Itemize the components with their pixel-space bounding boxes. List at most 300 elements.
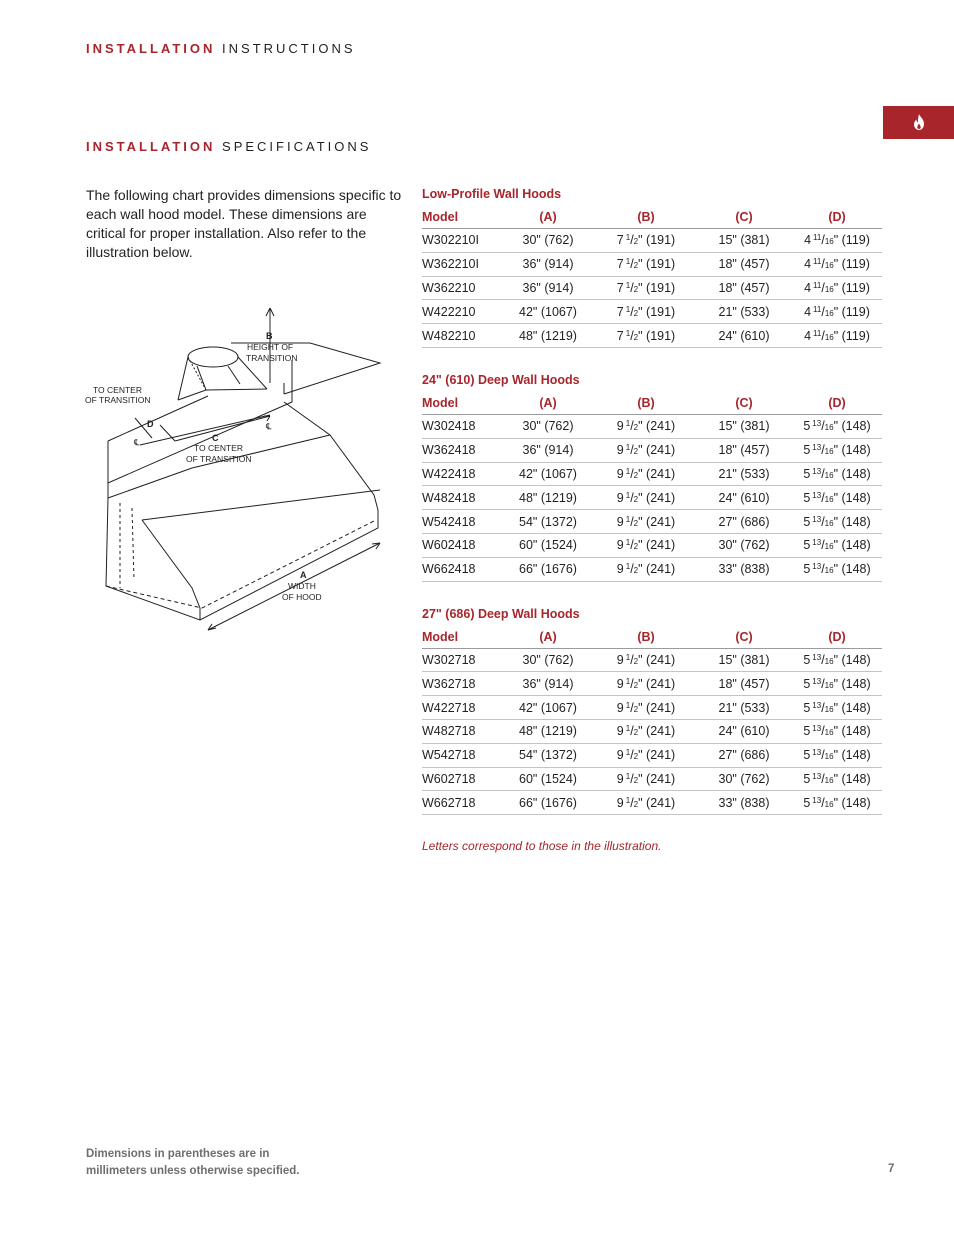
fraction-slash: /	[821, 562, 825, 577]
fraction-denominator: 16	[824, 332, 834, 342]
model-cell: W362418	[422, 438, 500, 462]
dim-c-cell: 15" (381)	[696, 648, 792, 672]
fraction-remainder: " (241)	[638, 700, 676, 715]
fraction-slash: /	[630, 538, 634, 553]
fraction-numerator: 13	[812, 748, 822, 758]
fraction-remainder: " (119)	[833, 257, 870, 272]
fraction-denominator: 16	[824, 752, 834, 762]
fraction-numerator: 13	[812, 514, 822, 524]
dim-a-cell: 42" (1067)	[500, 300, 596, 324]
table-row	[422, 557, 882, 581]
flame-icon	[913, 114, 925, 130]
fraction-numerator: 11	[813, 280, 822, 290]
footer-note	[86, 1146, 299, 1180]
fraction-slash: /	[821, 443, 825, 458]
dim-b-cell	[596, 462, 696, 486]
fraction-whole: 9	[616, 652, 624, 667]
fraction-remainder: " (148)	[833, 795, 871, 810]
fraction-numerator: 13	[812, 652, 822, 662]
fraction-whole: 5	[803, 795, 811, 810]
model-cell: W362210I	[422, 252, 500, 276]
fraction-denominator: 16	[824, 680, 834, 690]
dim-a-cell: 36" (914)	[500, 276, 596, 300]
column-header: (C)	[696, 392, 792, 415]
fraction-numerator: 1	[625, 443, 631, 453]
fraction-numerator: 13	[812, 466, 822, 476]
dim-d-cell	[792, 486, 882, 510]
model-cell: W602418	[422, 533, 500, 557]
dim-a-cell: 54" (1372)	[500, 510, 596, 534]
dim-c-cell: 27" (686)	[696, 743, 792, 767]
label-a-line1: WIDTH	[288, 581, 316, 591]
fraction-whole: 5	[803, 419, 811, 434]
dim-d-cell	[792, 719, 882, 743]
dim-d-cell	[792, 462, 882, 486]
table-row	[422, 510, 882, 534]
table-header-row	[422, 626, 882, 649]
dim-c-cell: 30" (762)	[696, 767, 792, 791]
dim-c-cell: 18" (457)	[696, 672, 792, 696]
page-number: 7	[888, 1163, 895, 1175]
fraction-remainder: " (241)	[638, 748, 676, 763]
fraction-denominator: 2	[633, 566, 639, 576]
fraction-denominator: 16	[824, 728, 834, 738]
dim-c-cell: 21" (533)	[696, 300, 792, 324]
fraction-numerator: 1	[625, 676, 631, 686]
dim-d-cell	[792, 767, 882, 791]
fraction-whole: 5	[803, 771, 811, 786]
label-d-letter: D	[147, 419, 154, 429]
model-cell: W482418	[422, 486, 500, 510]
fraction-denominator: 2	[633, 237, 639, 247]
dim-a-cell: 30" (762)	[500, 229, 596, 253]
fraction-denominator: 2	[633, 680, 639, 690]
fraction-denominator: 2	[633, 470, 639, 480]
fraction-denominator: 16	[824, 542, 834, 552]
dim-b-cell	[596, 300, 696, 324]
table-row	[422, 462, 882, 486]
fraction-slash: /	[821, 233, 825, 248]
spec-table	[422, 626, 882, 816]
fraction-numerator: 13	[812, 795, 822, 805]
fraction-numerator: 13	[812, 676, 822, 686]
fraction-remainder: " (119)	[833, 328, 870, 343]
label-b-letter: B	[266, 331, 273, 341]
fraction-denominator: 2	[633, 261, 639, 271]
fraction-whole: 5	[803, 466, 811, 481]
dim-d-cell	[792, 438, 882, 462]
table-row	[422, 276, 882, 300]
fraction-slash: /	[630, 466, 634, 481]
column-header: (A)	[500, 206, 596, 229]
fraction-whole: 9	[616, 795, 624, 810]
dim-d-cell	[792, 743, 882, 767]
fraction-whole: 9	[616, 562, 624, 577]
fraction-numerator: 1	[625, 724, 631, 734]
model-cell: W362210	[422, 276, 500, 300]
model-cell: W542718	[422, 743, 500, 767]
footer-line-1: Dimensions in parentheses are in	[86, 1148, 270, 1160]
fraction-remainder: " (119)	[833, 233, 870, 248]
fraction-numerator: 13	[812, 771, 822, 781]
model-cell: W482210	[422, 324, 500, 348]
fraction-whole: 7	[616, 233, 624, 248]
dim-b-cell	[596, 252, 696, 276]
fraction-denominator: 16	[824, 284, 834, 294]
dim-b-cell	[596, 767, 696, 791]
dim-a-cell: 36" (914)	[500, 438, 596, 462]
fraction-whole: 7	[616, 328, 624, 343]
fraction-slash: /	[821, 466, 825, 481]
fraction-denominator: 16	[824, 494, 834, 504]
model-cell: W482718	[422, 719, 500, 743]
fraction-denominator: 2	[633, 728, 639, 738]
fraction-remainder: " (241)	[638, 419, 676, 434]
model-cell: W422210	[422, 300, 500, 324]
fraction-numerator: 1	[625, 538, 631, 548]
table-row	[422, 438, 882, 462]
dim-c-cell: 27" (686)	[696, 510, 792, 534]
dim-b-cell	[596, 324, 696, 348]
fraction-slash: /	[630, 304, 634, 319]
fraction-numerator: 1	[625, 233, 631, 243]
fraction-denominator: 2	[633, 656, 639, 666]
fraction-denominator: 16	[824, 308, 834, 318]
spec-section	[422, 372, 882, 582]
column-header: (B)	[596, 206, 696, 229]
fraction-denominator: 16	[824, 237, 834, 247]
label-a-line2: OF HOOD	[282, 592, 322, 602]
table-row	[422, 252, 882, 276]
fraction-slash: /	[821, 724, 825, 739]
hood-illustration	[80, 298, 400, 638]
dim-d-cell	[792, 276, 882, 300]
fraction-whole: 4	[804, 280, 812, 295]
dim-a-cell: 48" (1219)	[500, 324, 596, 348]
fraction-remainder: " (148)	[833, 490, 871, 505]
fraction-remainder: " (191)	[638, 280, 676, 295]
table-row	[422, 672, 882, 696]
fraction-slash: /	[821, 280, 825, 295]
fraction-numerator: 13	[812, 490, 822, 500]
fraction-remainder: " (191)	[638, 233, 676, 248]
table-row	[422, 719, 882, 743]
fraction-slash: /	[630, 700, 634, 715]
section-gap	[422, 582, 882, 606]
dim-a-cell: 66" (1676)	[500, 557, 596, 581]
fraction-slash: /	[630, 562, 634, 577]
dim-b-cell	[596, 486, 696, 510]
fraction-denominator: 16	[824, 656, 834, 666]
fraction-denominator: 2	[633, 775, 639, 785]
model-cell: W602718	[422, 767, 500, 791]
column-header: (D)	[792, 626, 882, 649]
fraction-slash: /	[630, 490, 634, 505]
fraction-whole: 9	[616, 514, 624, 529]
fraction-denominator: 2	[633, 752, 639, 762]
dim-d-cell	[792, 510, 882, 534]
fraction-slash: /	[821, 795, 825, 810]
fraction-denominator: 16	[824, 799, 834, 809]
table-header-row	[422, 392, 882, 415]
fraction-slash: /	[821, 748, 825, 763]
dim-a-cell: 42" (1067)	[500, 462, 596, 486]
fraction-whole: 9	[616, 538, 624, 553]
fraction-denominator: 16	[824, 423, 834, 433]
dim-a-cell: 42" (1067)	[500, 696, 596, 720]
dim-d-cell	[792, 533, 882, 557]
dim-a-cell: 30" (762)	[500, 648, 596, 672]
dim-b-cell	[596, 510, 696, 534]
dim-a-cell: 36" (914)	[500, 252, 596, 276]
fraction-remainder: " (148)	[833, 700, 871, 715]
table-row	[422, 743, 882, 767]
fraction-slash: /	[821, 514, 825, 529]
spec-tables	[422, 186, 882, 815]
fraction-slash: /	[630, 724, 634, 739]
fraction-whole: 9	[616, 443, 624, 458]
fraction-denominator: 2	[633, 799, 639, 809]
fraction-denominator: 2	[633, 704, 639, 714]
fraction-remainder: " (241)	[638, 652, 676, 667]
fraction-denominator: 2	[633, 284, 639, 294]
fraction-remainder: " (148)	[833, 771, 871, 786]
table-header-row	[422, 206, 882, 229]
spec-table	[422, 392, 882, 582]
model-cell: W422718	[422, 696, 500, 720]
dim-a-cell: 36" (914)	[500, 672, 596, 696]
model-cell: W302210I	[422, 229, 500, 253]
running-header	[86, 41, 356, 56]
dim-d-cell	[792, 672, 882, 696]
fraction-remainder: " (148)	[833, 538, 871, 553]
table-row	[422, 229, 882, 253]
dim-b-cell	[596, 438, 696, 462]
fraction-whole: 9	[616, 419, 624, 434]
label-d-line2: OF TRANSITION	[85, 395, 151, 405]
dim-d-cell	[792, 300, 882, 324]
label-b-line2: TRANSITION	[246, 353, 298, 363]
fraction-whole: 4	[804, 257, 812, 272]
fraction-numerator: 13	[812, 700, 822, 710]
model-cell: W302718	[422, 648, 500, 672]
model-cell: W302418	[422, 414, 500, 438]
fraction-slash: /	[630, 514, 634, 529]
fraction-whole: 9	[616, 771, 624, 786]
dim-a-cell: 60" (1524)	[500, 533, 596, 557]
fraction-denominator: 2	[633, 447, 639, 457]
fraction-whole: 4	[804, 304, 812, 319]
fraction-remainder: " (241)	[638, 466, 676, 481]
dim-b-cell	[596, 557, 696, 581]
table-row	[422, 324, 882, 348]
column-header: (A)	[500, 626, 596, 649]
section-title-rest: SPECIFICATIONS	[222, 139, 372, 154]
fraction-whole: 9	[616, 676, 624, 691]
dim-c-cell: 24" (610)	[696, 486, 792, 510]
fraction-remainder: " (241)	[638, 771, 676, 786]
dim-b-cell	[596, 414, 696, 438]
dim-c-cell: 24" (610)	[696, 719, 792, 743]
column-header: (C)	[696, 206, 792, 229]
label-c-line1: TO CENTER	[194, 443, 243, 453]
fraction-remainder: " (241)	[638, 795, 676, 810]
fraction-remainder: " (191)	[638, 328, 676, 343]
dim-c-cell: 18" (457)	[696, 438, 792, 462]
fraction-denominator: 16	[824, 470, 834, 480]
dim-c-cell: 21" (533)	[696, 696, 792, 720]
fraction-remainder: " (119)	[833, 304, 870, 319]
fraction-numerator: 13	[812, 419, 822, 429]
fraction-numerator: 1	[625, 771, 631, 781]
fraction-slash: /	[821, 419, 825, 434]
dim-d-cell	[792, 229, 882, 253]
dim-a-cell: 60" (1524)	[500, 767, 596, 791]
column-header: Model	[422, 626, 500, 649]
table-row	[422, 486, 882, 510]
fraction-numerator: 1	[625, 280, 631, 290]
spec-table	[422, 206, 882, 348]
dim-b-cell	[596, 533, 696, 557]
fraction-slash: /	[630, 233, 634, 248]
table-row	[422, 648, 882, 672]
fraction-numerator: 13	[812, 443, 822, 453]
fraction-numerator: 11	[813, 328, 822, 338]
fraction-numerator: 1	[625, 700, 631, 710]
fraction-slash: /	[821, 700, 825, 715]
fraction-slash: /	[821, 257, 825, 272]
fraction-numerator: 1	[625, 466, 631, 476]
dim-c-cell: 30" (762)	[696, 533, 792, 557]
fraction-whole: 5	[803, 724, 811, 739]
fraction-whole: 5	[803, 748, 811, 763]
fraction-remainder: " (119)	[833, 280, 870, 295]
fraction-numerator: 1	[625, 795, 631, 805]
table-title: 27" (686) Deep Wall Hoods	[422, 606, 580, 621]
fraction-remainder: " (191)	[638, 304, 676, 319]
dim-d-cell	[792, 696, 882, 720]
fraction-remainder: " (148)	[833, 676, 871, 691]
fraction-numerator: 1	[625, 257, 631, 267]
model-cell: W422418	[422, 462, 500, 486]
column-header: (C)	[696, 626, 792, 649]
fraction-slash: /	[630, 257, 634, 272]
column-header: Model	[422, 392, 500, 415]
fraction-slash: /	[630, 443, 634, 458]
section-title	[86, 139, 371, 154]
fraction-whole: 5	[803, 652, 811, 667]
running-header-rest: INSTRUCTIONS	[222, 41, 356, 56]
fraction-numerator: 1	[625, 748, 631, 758]
dim-c-cell: 15" (381)	[696, 229, 792, 253]
dim-c-cell: 33" (838)	[696, 557, 792, 581]
fraction-remainder: " (148)	[833, 419, 871, 434]
table-note: Letters correspond to those in the illustration.	[422, 839, 662, 853]
fraction-denominator: 2	[633, 308, 639, 318]
fraction-whole: 7	[616, 304, 624, 319]
fraction-denominator: 2	[633, 542, 639, 552]
label-d-line1: TO CENTER	[93, 385, 142, 395]
section-tab	[883, 106, 954, 139]
fraction-slash: /	[630, 280, 634, 295]
fraction-numerator: 1	[625, 562, 631, 572]
fraction-denominator: 2	[633, 518, 639, 528]
fraction-whole: 5	[803, 490, 811, 505]
fraction-numerator: 11	[813, 233, 822, 243]
fraction-whole: 9	[616, 748, 624, 763]
fraction-slash: /	[630, 419, 634, 434]
fraction-remainder: " (241)	[638, 514, 676, 529]
fraction-slash: /	[821, 304, 825, 319]
fraction-numerator: 11	[813, 257, 822, 267]
fraction-whole: 9	[616, 700, 624, 715]
table-title: Low-Profile Wall Hoods	[422, 187, 562, 201]
fraction-remainder: " (148)	[833, 748, 871, 763]
fraction-whole: 9	[616, 466, 624, 481]
fraction-remainder: " (148)	[833, 652, 871, 667]
fraction-denominator: 16	[824, 775, 834, 785]
fraction-numerator: 11	[813, 304, 822, 314]
fraction-whole: 4	[804, 233, 812, 248]
fraction-denominator: 16	[824, 566, 834, 576]
column-header: (A)	[500, 392, 596, 415]
fraction-slash: /	[630, 652, 634, 667]
fraction-whole: 7	[616, 280, 624, 295]
fraction-whole: 9	[616, 724, 624, 739]
centerline-left-symbol: ℄	[134, 437, 140, 447]
dim-c-cell: 24" (610)	[696, 324, 792, 348]
fraction-slash: /	[630, 328, 634, 343]
fraction-remainder: " (191)	[638, 257, 676, 272]
dim-b-cell	[596, 648, 696, 672]
dim-a-cell: 54" (1372)	[500, 743, 596, 767]
spec-section	[422, 606, 882, 816]
dim-b-cell	[596, 229, 696, 253]
fraction-whole: 5	[803, 514, 811, 529]
dim-d-cell	[792, 324, 882, 348]
dim-b-cell	[596, 276, 696, 300]
dim-c-cell: 18" (457)	[696, 252, 792, 276]
dim-c-cell: 18" (457)	[696, 276, 792, 300]
fraction-slash: /	[821, 490, 825, 505]
footer-line-2: millimeters unless otherwise specified.	[86, 1165, 300, 1177]
dim-d-cell	[792, 414, 882, 438]
running-header-bold: INSTALLATION	[86, 41, 216, 56]
dim-c-cell: 33" (838)	[696, 791, 792, 815]
dim-b-cell	[596, 743, 696, 767]
fraction-numerator: 1	[625, 514, 631, 524]
dim-d-cell	[792, 252, 882, 276]
table-row	[422, 767, 882, 791]
fraction-remainder: " (241)	[638, 538, 676, 553]
fraction-remainder: " (241)	[638, 562, 676, 577]
model-cell: W362718	[422, 672, 500, 696]
fraction-numerator: 1	[625, 304, 631, 314]
table-title: 24" (610) Deep Wall Hoods	[422, 372, 580, 387]
table-row	[422, 791, 882, 815]
fraction-slash: /	[630, 748, 634, 763]
fraction-remainder: " (241)	[638, 490, 676, 505]
centerline-right-symbol: ℄	[266, 421, 272, 431]
fraction-whole: 5	[803, 538, 811, 553]
fraction-denominator: 16	[824, 518, 834, 528]
fraction-remainder: " (148)	[833, 466, 871, 481]
dim-b-cell	[596, 791, 696, 815]
dim-b-cell	[596, 719, 696, 743]
table-row	[422, 696, 882, 720]
fraction-whole: 4	[804, 328, 812, 343]
fraction-denominator: 2	[633, 332, 639, 342]
